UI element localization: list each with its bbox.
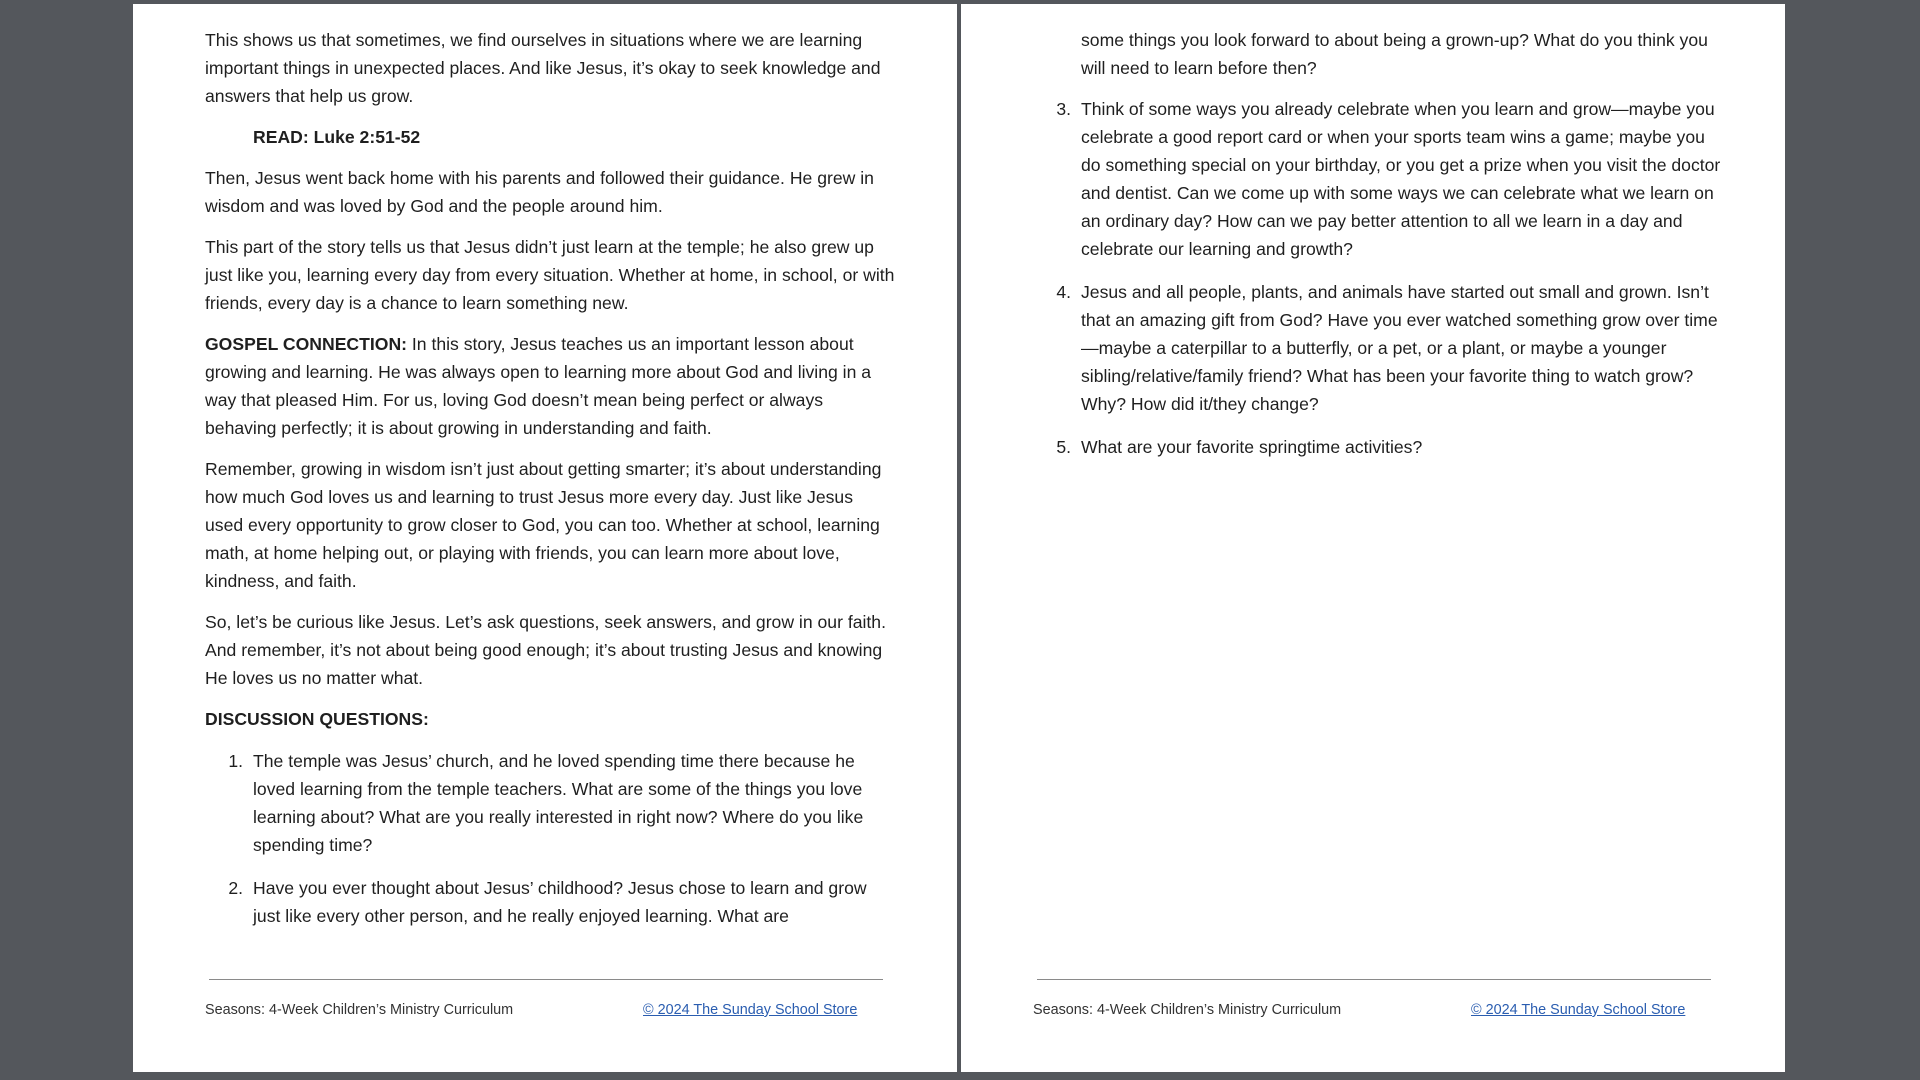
question-item <box>1033 278 1723 418</box>
question-text: Jesus and all people, plants, and animals have started out small and grown. Isn’t that an amazing gift from God? Have you ever watched something grow over time—maybe a caterpillar to a butterfly, or a pet, or a plant, or maybe a younger sibling/relative/family friend? What has been your favorite thing to watch grow? Why? How did it/they change? <box>1081 282 1718 414</box>
paragraph: This part of the story tells us that Jesus didn’t just learn at the temple; he also grew up just like you, learning every day from every situation. Whether at home, in school, or with friends, every day is a chance to learn something new. <box>205 237 895 313</box>
question-item <box>1033 95 1723 263</box>
paragraph: Then, Jesus went back home with his parents and followed their guidance. He grew in wisdom and was loved by God and the people around him. <box>205 168 874 216</box>
question-number: 4. <box>1056 282 1071 302</box>
question-number: 1. <box>228 751 243 771</box>
question-text: What are your favorite springtime activities? <box>1081 437 1423 457</box>
question-continuation: some things you look forward to about being a grown-up? What do you think you will need to learn before then? <box>1081 30 1708 78</box>
discussion-questions-heading: DISCUSSION QUESTIONS: <box>205 709 429 729</box>
scripture-reference: READ: Luke 2:51-52 <box>253 127 421 147</box>
copyright-link[interactable]: © 2024 The Sunday School Store <box>1471 1002 1686 1018</box>
document-page-right <box>961 4 1785 1072</box>
question-number: 2. <box>228 878 243 898</box>
gospel-connection-text: In this story, Jesus teaches us an important lesson about growing and learning. He was always open to learning more about God and living in a way that pleased Him. For us, loving God doesn’t mean being perfect or always behaving perfectly; it is about growing in understanding and faith. <box>205 334 872 438</box>
paragraph: Remember, growing in wisdom isn’t just about getting smarter; it’s about understanding how much God loves us and learning to trust Jesus more every day. Just like Jesus used every opportunity to grow closer to God, you can too. Whether at school, learning math, at home helping out, or playing with friends, you can learn more about love, kindness, and faith. <box>205 459 882 591</box>
question-item <box>1033 433 1723 461</box>
question-text: Think of some ways you already celebrate when you learn and grow—maybe you celebrate a good report card or when your sports team wins a game; maybe you do something special on your birthday, or you get a prize when you visit the doctor and dentist. Can we come up with some ways we can celebrate what we learn on an ordinary day? How can we pay better attention to all we learn in a day and celebrate our learning and growth? <box>1081 99 1721 259</box>
question-list <box>205 747 895 930</box>
footer-divider <box>1037 979 1711 980</box>
question-number: 5. <box>1056 437 1071 457</box>
copyright-link[interactable]: © 2024 The Sunday School Store <box>643 1002 858 1018</box>
footer-title: Seasons: 4-Week Children’s Ministry Curriculum <box>205 1002 514 1018</box>
document-page-left <box>133 4 957 1072</box>
paragraph: So, let’s be curious like Jesus. Let’s ask questions, seek answers, and grow in our faith. And remember, it’s not about being good enough; it’s about trusting Jesus and knowing He loves us no matter what. <box>205 612 886 688</box>
question-text: The temple was Jesus’ church, and he loved spending time there because he loved learning from the temple teachers. What are some of the things you love learning about? What are you really interested in right now? Where do you like spending time? <box>253 751 864 855</box>
gospel-connection-paragraph <box>205 330 895 442</box>
question-number: 3. <box>1056 99 1071 119</box>
question-item <box>205 874 895 930</box>
page-content <box>205 26 895 945</box>
footer-divider <box>209 979 883 980</box>
paragraph: This shows us that sometimes, we find ourselves in situations where we are learning important things in unexpected places. And like Jesus, it’s okay to seek knowledge and answers that help us grow. <box>205 30 881 106</box>
question-item <box>205 747 895 859</box>
question-text: Have you ever thought about Jesus’ childhood? Jesus chose to learn and grow just like every other person, and he really enjoyed learning. What are <box>253 878 867 926</box>
gospel-connection-label: GOSPEL CONNECTION: <box>205 334 408 354</box>
footer-title: Seasons: 4-Week Children’s Ministry Curriculum <box>1033 1002 1342 1018</box>
page-content <box>1033 26 1723 476</box>
